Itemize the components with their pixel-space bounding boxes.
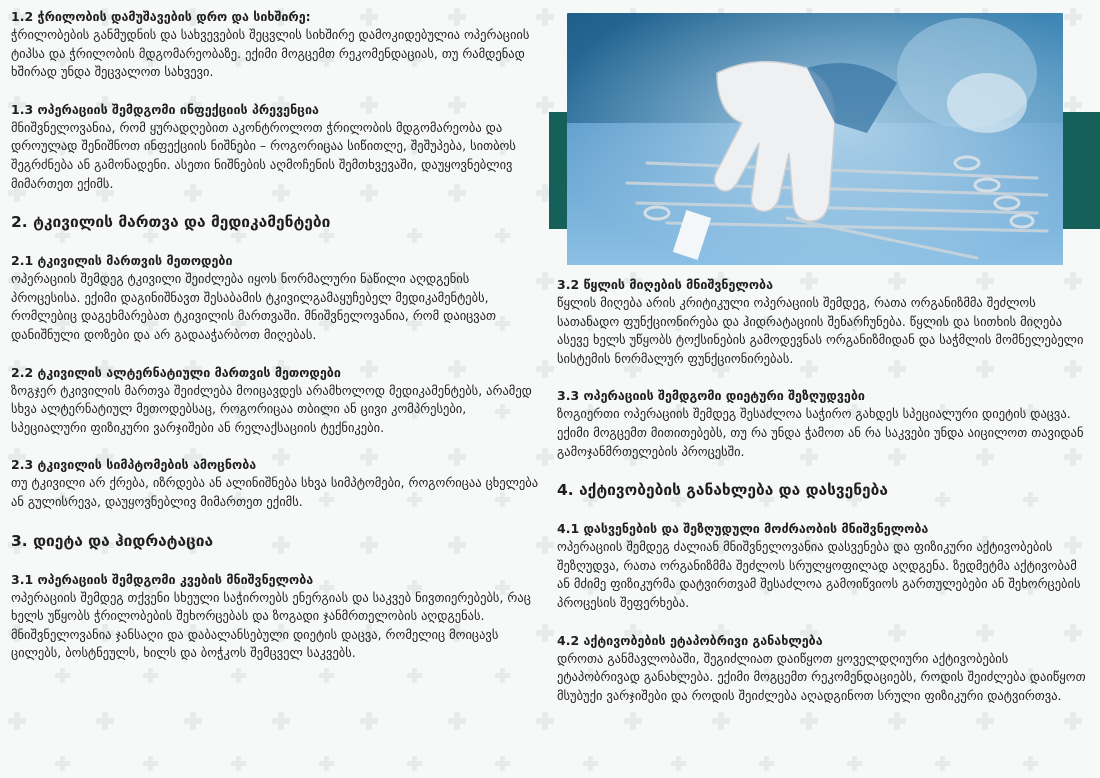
infection-prevention-block: [11, 101, 539, 193]
paragraph: დროთა განმავლობაში, შეგიძლიათ დაიწყოთ ყოველდღიური აქტივობების ეტაპობრივად განახლება. ექიმი მოგცემთ რეკომენდაციებს, როდის შეიძლება დაიწყოთ მსუბუქი ვარჯიშები და როდის შეიძლება აღადგინოთ სრული ფიზიკური დატვირთვა.: [557, 650, 1086, 703]
teal-accent-bar-left: [549, 112, 567, 229]
activity-resume-block: [557, 632, 1087, 706]
paragraph: ოპერაციის შემდეგ ძალიან მნიშვნელოვანია დასვენება და ფიზიკური აქტივობების შეზღუდვა, რათა ორგანიზმმა შეძლოს სრულყოფილად აღდგენა. ზედმეტმა აქტივობამ ან მძიმე ფიზიკურმა დატვირთვამ შესაძლოა გამოიწვიოს გართულებები ან შეხორცების პროცესის შეფერხება.: [557, 539, 1081, 610]
paragraph: ჭრილობების განმუდნის და სახვევების შეცვლის სიხშირე დამოკიდებულია ოპერაციის ტიპსა და ჭრილობის მდგომარეობაზე. ექიმი მოგცემთ რეკომენდაციას, თუ რამდენად ხშირად უნდა შეცვალოთ სახვევი.: [11, 27, 530, 80]
subsection-title: 2.2 ტკივილის ალტერნატიული მართვის მეთოდები: [11, 364, 341, 380]
subsection-title: 1.2 ჭრილობის დამუშავების დრო და სიხშირე:: [11, 9, 311, 24]
subsection-title: 2.1 ტკივილის მართვის მეთოდები: [11, 253, 233, 269]
subsection-title: 3.2 წყლის მიღების მნიშვნელობა: [557, 277, 774, 292]
section-title-activity: 4. აქტივობების განახლება და დასვენება: [557, 481, 888, 500]
subsection-title: 3.1 ოპერაციის შემდგომი კვების მნიშვნელობა: [11, 571, 314, 587]
subsection-title: 4.1 დასვენების და შეზღუდული მოძრაობის მნიშვნელობა: [557, 521, 929, 537]
pain-symptoms-block: [11, 456, 539, 511]
right-column: [557, 276, 1087, 724]
paragraph: წყლის მიღება არის კრიტიკული ოპერაციის შემდეგ, რათა ორგანიზმმა შეძლოს სათანადო ფუნქციონირება და ჰიდრატაციის შენარჩუნება. წყლის და სითხის მიღება ასევე ხელს უწყობს ტოქსინების გამოდევნას ორგანიზმიდან და საჭმლის მომნელებელი სისტემის ნორმალურ ფუნქციონირებას.: [557, 295, 1084, 366]
teal-accent-bar-right: [1063, 112, 1100, 229]
section-title-diet: 3. დიეტა და ჰიდრატაცია: [11, 531, 214, 550]
pain-alternative-block: [11, 364, 539, 438]
paragraph: მნიშვნელოვანია, რომ ყურადღებით აკონტროლოთ ჭრილობის მდგომარეობა და დროულად შენიშნოთ ინფექციის ნიშნები – როგორიცაა სიწითლე, შეშუპება, სითბოს შეგრძნება ან გამონადენი. ასეთი ნიშნების აღმოჩენის შემთხვევაში, დაუყოვნებლივ მიმართეთ ექიმს.: [11, 119, 516, 191]
paragraph: თუ ტკივილი არ ქრება, იზრდება ან ალინიშნება სხვა სიმპტომები, როგორიცაა ცხელება ან გულისრევა, დაუყოვნებლივ მიმართეთ ექიმს.: [11, 475, 539, 509]
subsection-title: 2.3 ტკივილის სიმპტომების ამოცნობა: [11, 457, 257, 473]
paragraph: ოპერაციის შემდეგ თქვენი სხეული საჭიროებს ენერგიას და საკვებ ნივთიერებებს, რაც ხელს უწყობს ჭრილობების შეხორცებას და ზოგადი ჯანმრთელობის აღდგენას. მნიშვნელოვანია ჯანსაღი და დაბალანსებული დიეტის დაცვა, რომელიც მოიცავს ცილებს, ბოსტნეულს, ხილს და ბოჭკოს შემცველ საკვებს.: [11, 589, 531, 661]
section-title-pain: 2. ტკივილის მართვა და მედიკამენტები: [11, 213, 331, 232]
diet-restrictions-block: [557, 387, 1087, 461]
paragraph: ზოგიერთი ოპერაციის შემდეგ შესაძლოა საჭირო გახდეს სპეციალური დიეტის დაცვა. ექიმი მოგცემთ მითითებებს, თუ რა უნდა ჭამოთ ან რა საკვები უნდა აიცილოთ თავიდან გამოჯანმრთელების პროცესში.: [557, 406, 1084, 459]
subsection-title: 1.3 ოპერაციის შემდგომი ინფექციის პრევენცია: [11, 101, 319, 117]
subsection-title: 3.3 ოპერაციის შემდგომი დიეტური შეზღუდვები: [557, 388, 865, 404]
paragraph: ზოგჯერ ტკივილის მართვა შეიძლება მოიცავდეს არამხოლოდ მედიკამენტებს, არამედ სხვა ალტერნატიულ მეთოდებსაც, როგორიცაა თბილი ან ცივი კომპრესები, სპეციალური ფიზიკური ვარჯიშები ან რელაქსაციის ტექნიკები.: [11, 382, 532, 435]
surgical-instruments-photo: [567, 13, 1063, 265]
water-intake-block: [557, 276, 1087, 368]
nutrition-block: [11, 571, 539, 663]
rest-block: [557, 520, 1087, 612]
subsection-title: 4.2 აქტივობების ეტაპობრივი განახლება: [557, 632, 823, 648]
pain-methods-block: [11, 252, 539, 344]
paragraph: ოპერაციის შემდეგ ტკივილი შეიძლება იყოს ნორმალური ნაწილი აღდგენის პროცესისა. ექიმი დაგინიშნავთ შესაბამის ტკივილგამაყუჩებელ მედიკამენტებს, რომლებიც დაგეხმარებათ ტკივილის მართვაში. მნიშვნელოვანია, რომ დაიცვათ დანიშნული დოზები და არ გადააჭარბოთ მიღებას.: [11, 271, 497, 342]
wound-care-frequency-block: [11, 8, 539, 82]
left-column: [11, 8, 539, 682]
